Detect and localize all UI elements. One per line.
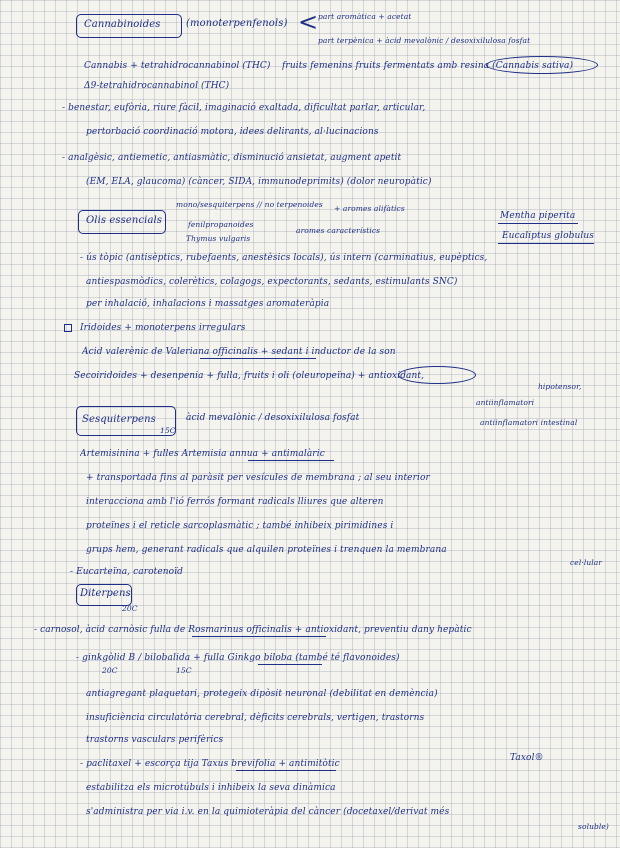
diterp-line-6: estabilitza els microtúbuls i inhibeix la seva dinàmica: [86, 783, 336, 793]
sesq-line-2: + transportada fins al paràsit per vesícules de membrana ; al seu interior: [86, 473, 430, 483]
oils-use-line-3: per inhalació, inhalacions i massatges aromateràpia: [86, 299, 330, 309]
oils-annotation-3: aromes característics: [296, 226, 381, 235]
cannabinoid-part-2: part terpènica + àcid mevalònic / desoxixilulosa fosfat: [318, 36, 531, 45]
diterp-line-1: - ginkgòlid B / bilobalida + fulla Ginkgo biloba (també té flavonoides): [76, 653, 400, 663]
diterp-line-2: antiagregant plaquetari, protegeix dipòsit neuronal (debilitat en demència): [86, 689, 438, 699]
rosmarinus-underline: [192, 636, 326, 637]
oils-species-2-underline: [498, 243, 594, 244]
iridoid-note-1: antiinflamatori: [476, 398, 535, 407]
diterp-line-1-sub-b: 15C: [176, 666, 192, 675]
diterp-line-7: s'administra per via i.v. en la quimioteràpia del càncer (docetaxel/derivat més: [86, 807, 450, 817]
oils-annotation-2: fenilpropanoides: [188, 220, 254, 229]
effects-line-4: (EM, ELA, glaucoma) (càncer, SIDA, immunodeprimits) (dolor neuropàtic): [86, 177, 432, 187]
sesq-sub: 15C: [160, 426, 176, 435]
diterp-line-7b: soluble): [578, 822, 609, 831]
sesq-line-4: proteïnes i el reticle sarcoplasmàtic ; també inhibeix pirimidines i: [86, 521, 394, 531]
oils-use-line-2: antiespasmòdics, colerètics, colagogs, expectorants, sedants, estimulants SNC): [86, 277, 458, 287]
taxus-underline: [236, 770, 336, 771]
cannabinoid-brace: <: [298, 8, 319, 36]
iridoid-heading: Iridoides + monoterpens irregulars: [80, 323, 246, 333]
diterp-line-1-sub-a: 20C: [102, 666, 118, 675]
valeriana-underline: [200, 358, 316, 359]
sesq-line-6: - Eucarteïna, carotenoïd: [70, 567, 184, 577]
oleuropein-circle: [398, 366, 476, 384]
effects-line-2: pertorbació coordinació motora, idees delirants, al·lucinacions: [86, 127, 379, 137]
sesq-line-3: interacciona amb l'ió ferrós formant radicals lliures que alteren: [86, 497, 384, 507]
effects-line-1: - benestar, eufòria, riure fàcil, imaginació exaltada, dificultat parlar, articular,: [62, 103, 426, 113]
diterp-line-5b: Taxol®: [510, 753, 544, 763]
cannabis-line-2: Δ9-tetrahidrocannabinol (THC): [84, 81, 230, 91]
oils-use-line-1: - ús tòpic (antisèptics, rubefaents, anestèsics locals), ús intern (carminatius, eupèptics,: [80, 253, 488, 263]
diterp-line-3: insuficiència circulatòria cerebral, dèficits cerebrals, vertigen, trastorns: [86, 713, 425, 723]
oils-species-1-underline: [498, 223, 578, 224]
cannabis-line-1b: fruits femenins fruits fermentats amb resina (Cannabis sativa): [282, 61, 574, 71]
effects-line-3: - analgèsic, antiemetic, antiasmàtic, disminució ansietat, augment apetit: [62, 153, 402, 163]
oils-species-2: Eucaliptus globulus: [502, 231, 594, 241]
sesq-line-5b: cel·lular: [570, 558, 603, 567]
sesq-line-5: grups hem, generant radicals que alquilen proteïnes i trenquen la membrana: [86, 545, 447, 555]
diterp-line-0: - carnosol, àcid carnòsic fulla de Rosmarinus officinalis + antioxidant, preventiu dany hepàtic: [34, 625, 472, 635]
iridoid-line-2: Secoiridoides + desenpenia + fulla, fruits i oli (oleuropeïna) + antioxidant,: [74, 371, 425, 381]
cannabinoid-class: (monoterpenfenols): [186, 18, 288, 29]
sesq-class: àcid mevalònic / desoxixilulosa fosfat: [186, 413, 360, 423]
cannabinoid-part-1: part aromàtica + acetat: [318, 12, 412, 21]
diterp-sub: 20C: [122, 604, 138, 613]
oils-annotation-4: + aromes alifàtics: [334, 204, 405, 213]
sesq-line-1: Artemisinina + fulles Artemisia annua + antimalàric: [80, 449, 325, 459]
artemisia-underline: [248, 460, 334, 461]
cannabinoid-title: Cannabinoides: [84, 19, 161, 30]
oils-species-3: Thymus vulgaris: [186, 234, 251, 243]
diterp-line-4: trastorns vasculars perifèrics: [86, 735, 224, 745]
diterp-line-5: - paclitaxel + escorça tija Taxus brevifolia + antimitòtic: [80, 759, 340, 769]
oils-annotation-1: mono/sesquiterpens // no terpenoides: [176, 200, 323, 209]
iridoid-line-2b: hipotensor,: [538, 382, 582, 391]
oils-species-1: Mentha piperita: [500, 211, 576, 221]
diterp-title: Diterpens: [80, 588, 131, 599]
oils-title: Olis essencials: [86, 215, 163, 226]
cannabis-line-1: Cannabis + tetrahidrocannabinol (THC): [84, 61, 271, 71]
sesq-title: Sesquiterpens: [82, 414, 156, 425]
cannabis-species-circle: [486, 56, 598, 74]
iridoid-line-1: Àcid valerènic de Valeriana officinalis + sedant i inductor de la son: [82, 347, 396, 357]
ginkgo-underline: [258, 664, 322, 665]
iridoid-note-2: antiinflamatori intestinal: [480, 418, 578, 427]
iridoid-checkbox: [64, 324, 72, 332]
